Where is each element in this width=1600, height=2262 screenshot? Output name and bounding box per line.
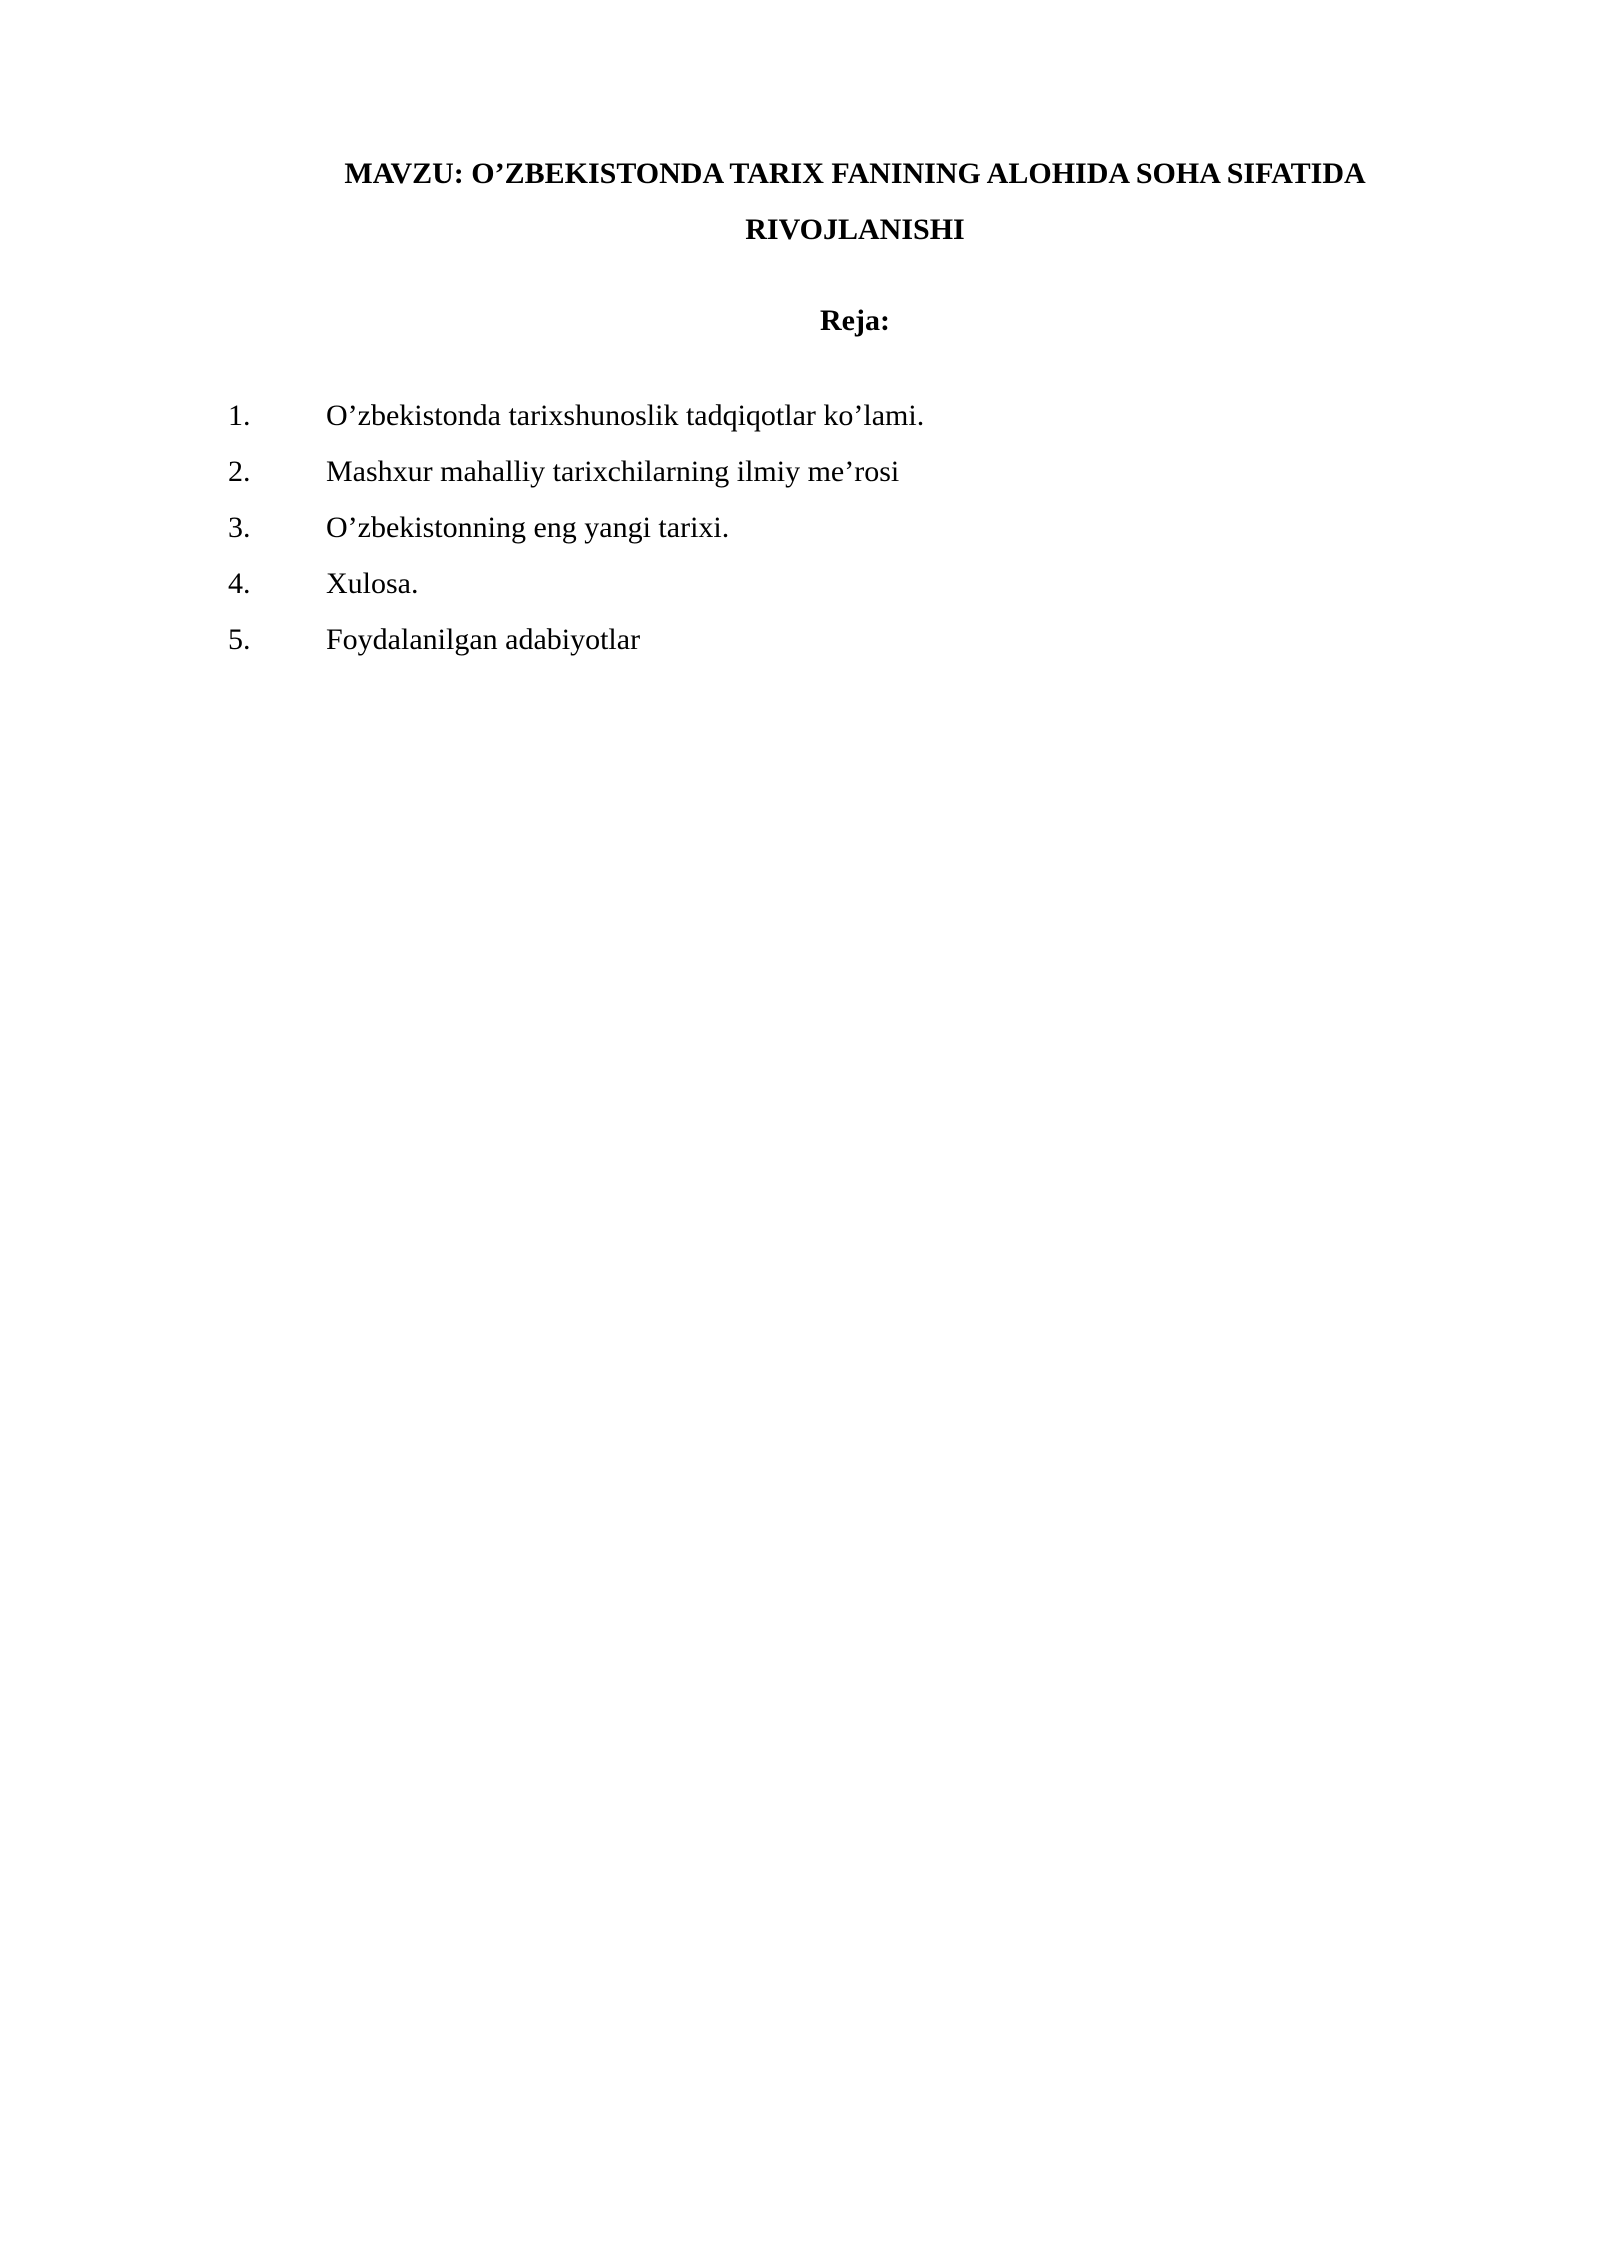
plan-item-number: 4. [228,567,251,600]
plan-item-number: 3. [228,511,251,544]
document-title [230,146,1480,258]
plan-item [228,444,924,500]
plan-heading: Reja: [820,304,890,337]
plan-item-text: O’zbekistonning eng yangi tarixi. [326,511,730,544]
plan-item [228,500,924,556]
plan-item-number: 5. [228,623,251,656]
title-line-1: MAVZU: O’ZBEKISTONDA TARIX FANINING ALOHIDA SOHA SIFATIDA [344,157,1366,190]
plan-list [228,388,924,668]
plan-item-number: 1. [228,399,251,432]
plan-item [228,556,924,612]
plan-item-text: Foydalanilgan adabiyotlar [326,623,641,656]
title-line-2: RIVOJLANISHI [745,213,965,246]
plan-item [228,388,924,444]
plan-item-text: O’zbekistonda tarixshunoslik tadqiqotlar ko’lami. [326,399,925,432]
plan-item [228,612,924,668]
plan-item-text: Mashxur mahalliy tarixchilarning ilmiy me’rosi [326,455,900,488]
plan-item-number: 2. [228,455,251,488]
plan-item-text: Xulosa. [326,567,419,600]
